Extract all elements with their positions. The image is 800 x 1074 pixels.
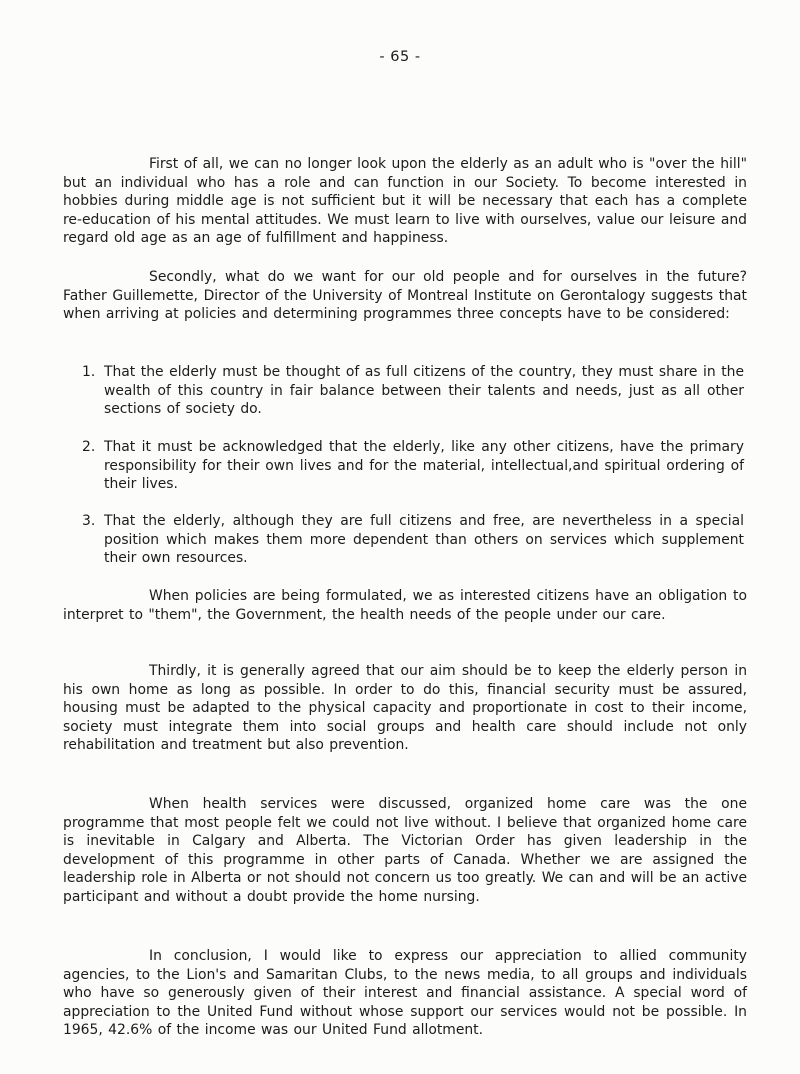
concept-number: 2. [82,439,96,455]
paragraph-health-services: When health services were discussed, organized home care was the one programme that most people felt we could not live without. I believe that organized home care is inevitable in Calgary and Alberta. The Victorian Order has given leadership in the development of this programme in other parts of Canada. Whether we are assigned the leadership role in Alberta or not should not concern us too greatly. We can and will be an active participant and without a doubt provide the home nursing. [63,796,747,905]
paragraph-conclusion: In conclusion, I would like to express our appreciation to allied community agencies, to the Lion's and Samaritan Clubs, to the news media, to all groups and individuals who have so generously given of their interest and financial assistance. A special word of appreciation to the United Fund without whose support our services would not be possible. In 1965, 42.6% of the income was our United Fund allotment. [63,948,747,1038]
concept-item-1 [82,363,744,419]
paragraph-thirdly: Thirdly, it is generally agreed that our aim should be to keep the elderly person in his own home as long as possible. In order to do this, financial security must be assured, housing must be adapted to the physical capacity and proportionate in cost to their income, society must integrate them into social groups and health care should include not only rehabilitation and treatment but also prevention. [63,663,747,753]
concept-text: That the elderly must be thought of as full citizens of the country, they must share in the wealth of this country in fair balance between their talents and needs, just as all other sections of society do. [104,364,744,417]
paragraph-secondly: Secondly, what do we want for our old people and for ourselves in the future? Father Guillemette, Director of the University of Montreal Institute on Gerontalogy suggests that when arriving at policies and determining programmes three concepts have to be considered: [63,269,747,322]
page-number: - 65 - [379,49,421,65]
concept-item-2 [82,438,744,494]
concept-text: That it must be acknowledged that the elderly, like any other citizens, have the primary responsibility for their own lives and for the material, intellectual,and spiritual ordering of their lives. [104,439,744,492]
concept-text: That the elderly, although they are full citizens and free, are nevertheless in a special position which makes them more dependent than others on services which supplement their own resources. [104,513,744,566]
concept-item-3 [82,512,744,568]
paragraph-first-of-all: First of all, we can no longer look upon the elderly as an adult who is "over the hill" but an individual who has a role and can function in our Society. To become interested in hobbies during middle age is not sufficient but it will be necessary that each has a complete re-education of his mental attitudes. We must learn to live with ourselves, value our leisure and regard old age as an age of fulfillment and happiness. [63,156,747,246]
paragraph-policies: When policies are being formulated, we as interested citizens have an obligation to interpret to "them", the Government, the health needs of the people under our care. [63,588,747,623]
concept-number: 1. [82,364,96,380]
concept-number: 3. [82,513,96,529]
